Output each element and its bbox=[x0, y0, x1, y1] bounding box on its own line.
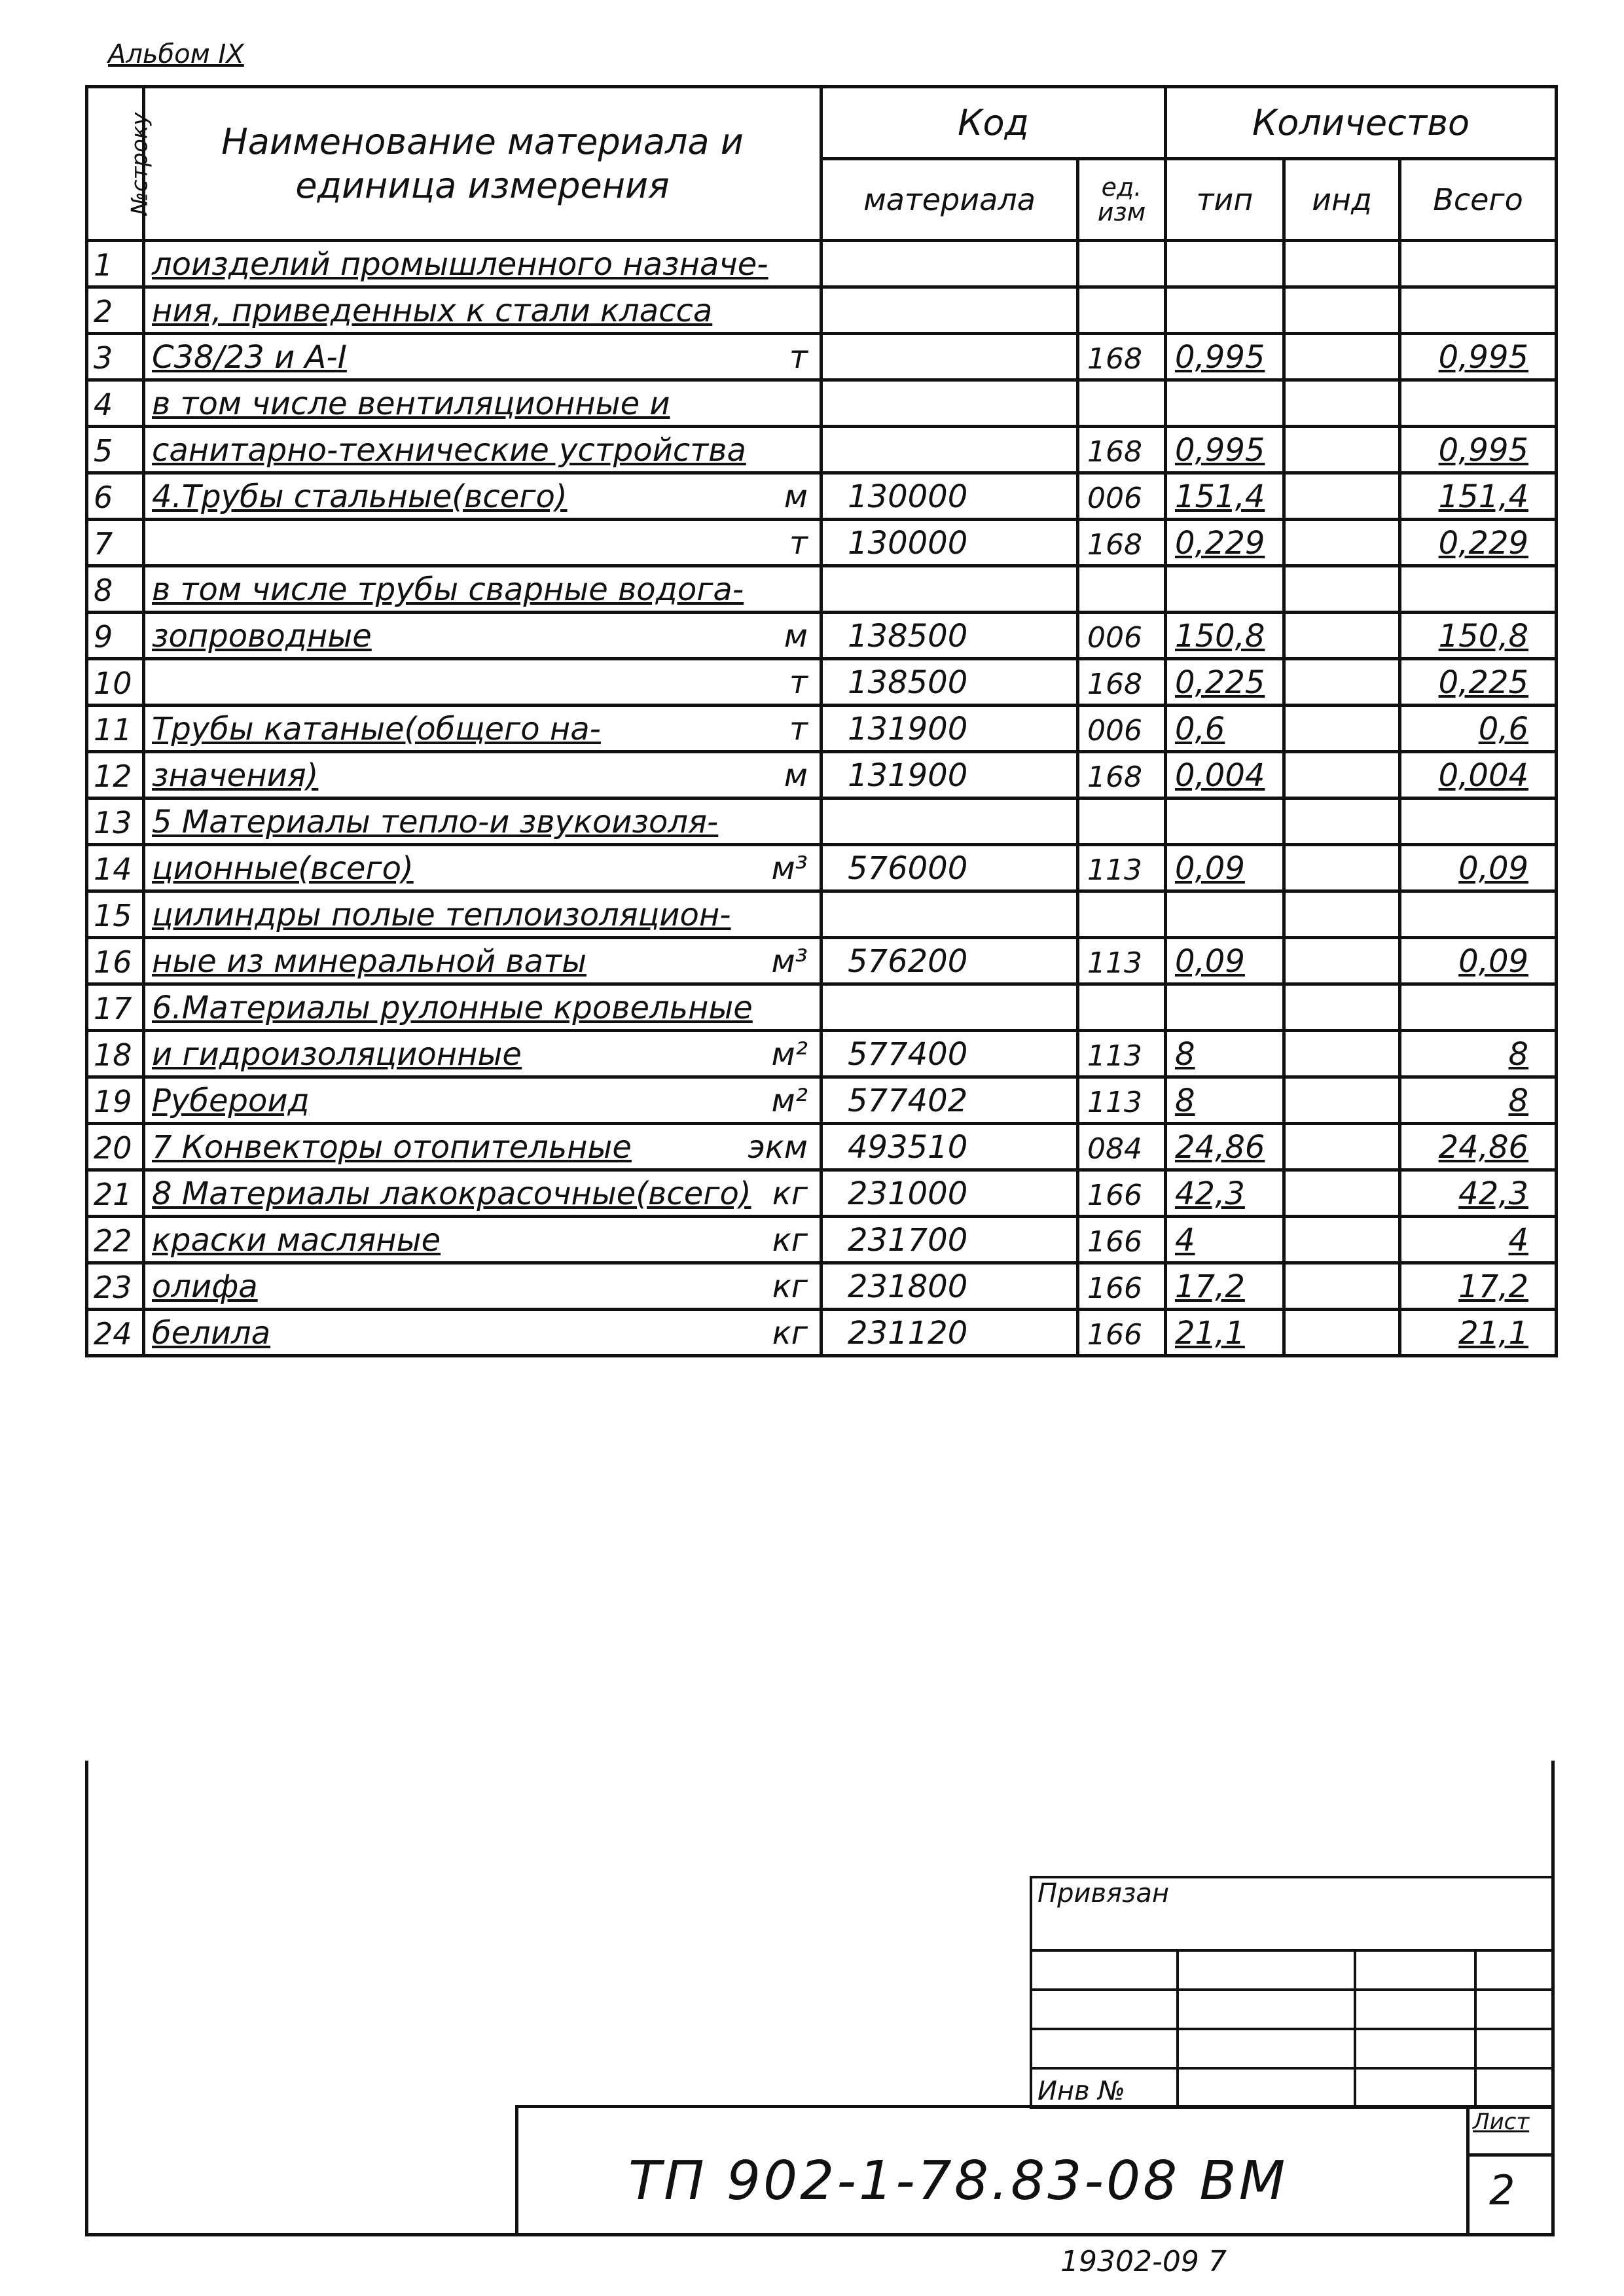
qty-total: 21,1 bbox=[1400, 1310, 1557, 1356]
material-name bbox=[144, 891, 821, 938]
qty-total: 8 bbox=[1400, 1077, 1557, 1124]
qty-ind bbox=[1284, 752, 1400, 798]
qty-type: 0,09 bbox=[1166, 938, 1284, 984]
row-number: 12 bbox=[87, 752, 144, 798]
qty-type: 4 bbox=[1166, 1217, 1284, 1263]
qty-type: 0,995 bbox=[1166, 427, 1284, 473]
qty-ind bbox=[1284, 1031, 1400, 1077]
qty-type: 8 bbox=[1166, 1077, 1284, 1124]
unit-code: 113 bbox=[1078, 1031, 1166, 1077]
qty-type: 0,995 bbox=[1166, 334, 1284, 380]
material-name bbox=[144, 380, 821, 427]
table-row bbox=[87, 845, 1557, 891]
qty-ind bbox=[1284, 798, 1400, 845]
unit-code bbox=[1078, 984, 1166, 1031]
material-code bbox=[821, 380, 1078, 427]
material-name-text: Рубероид bbox=[152, 1083, 310, 1119]
material-name-text: ные из минеральной ваты bbox=[152, 943, 586, 980]
unit-code: 113 bbox=[1078, 1077, 1166, 1124]
material-name-text: в том числе вентиляционные и bbox=[152, 386, 670, 422]
qty-total: 0,225 bbox=[1400, 659, 1557, 706]
qty-total bbox=[1400, 798, 1557, 845]
unit-of-measure: м² bbox=[771, 1036, 808, 1073]
qty-ind bbox=[1284, 891, 1400, 938]
materials-table bbox=[85, 85, 1558, 1357]
qty-ind bbox=[1284, 473, 1400, 520]
qty-ind bbox=[1284, 938, 1400, 984]
material-name bbox=[144, 334, 821, 380]
qty-ind bbox=[1284, 613, 1400, 659]
table-row bbox=[87, 1310, 1557, 1356]
table-row bbox=[87, 473, 1557, 520]
material-name bbox=[144, 938, 821, 984]
material-name-header: Наименование материала и единица измерения bbox=[144, 87, 821, 241]
qty-total: 0,004 bbox=[1400, 752, 1557, 798]
table-row bbox=[87, 1217, 1557, 1263]
row-number: 7 bbox=[87, 520, 144, 566]
material-name bbox=[144, 706, 821, 752]
unit-code: 084 bbox=[1078, 1124, 1166, 1170]
material-name-text: краски масляные bbox=[152, 1222, 441, 1259]
table-row bbox=[87, 241, 1557, 287]
unit-of-measure: кг bbox=[772, 1315, 808, 1352]
material-code: 576200 bbox=[821, 938, 1078, 984]
qty-total: 150,8 bbox=[1400, 613, 1557, 659]
table-row bbox=[87, 798, 1557, 845]
qty-type bbox=[1166, 798, 1284, 845]
material-name-text: 7 Конвекторы отопительные bbox=[152, 1129, 632, 1166]
qty-type: 0,229 bbox=[1166, 520, 1284, 566]
material-name bbox=[144, 659, 821, 706]
table-row bbox=[87, 520, 1557, 566]
qty-type: 17,2 bbox=[1166, 1263, 1284, 1310]
row-number: 5 bbox=[87, 427, 144, 473]
unit-code: 166 bbox=[1078, 1263, 1166, 1310]
material-code: 576000 bbox=[821, 845, 1078, 891]
qty-total: 0,229 bbox=[1400, 520, 1557, 566]
unit-of-measure: кг bbox=[772, 1175, 808, 1212]
unit-of-measure: кг bbox=[772, 1268, 808, 1305]
qty-total: 151,4 bbox=[1400, 473, 1557, 520]
unit-code bbox=[1078, 380, 1166, 427]
material-code: 138500 bbox=[821, 659, 1078, 706]
material-name bbox=[144, 566, 821, 613]
material-name-text: санитарно-технические устройства bbox=[152, 432, 746, 469]
unit-code: 168 bbox=[1078, 427, 1166, 473]
unit-code: 006 bbox=[1078, 473, 1166, 520]
table-row bbox=[87, 706, 1557, 752]
material-code bbox=[821, 427, 1078, 473]
table-row bbox=[87, 380, 1557, 427]
qty-type: 21,1 bbox=[1166, 1310, 1284, 1356]
qty-total bbox=[1400, 287, 1557, 334]
qty-total: 8 bbox=[1400, 1031, 1557, 1077]
material-name bbox=[144, 984, 821, 1031]
material-name-text: ционные(всего) bbox=[152, 850, 414, 887]
qty-total bbox=[1400, 984, 1557, 1031]
material-name-text: и гидроизоляционные bbox=[152, 1036, 522, 1073]
qty-ind bbox=[1284, 1263, 1400, 1310]
table-row bbox=[87, 613, 1557, 659]
row-number: 17 bbox=[87, 984, 144, 1031]
qty-type: 24,86 bbox=[1166, 1124, 1284, 1170]
row-number-header: №строку bbox=[87, 87, 144, 241]
qty-ind bbox=[1284, 1077, 1400, 1124]
qty-type bbox=[1166, 380, 1284, 427]
material-name bbox=[144, 1077, 821, 1124]
qty-ind bbox=[1284, 1124, 1400, 1170]
table-row bbox=[87, 1263, 1557, 1310]
qty-total: 0,09 bbox=[1400, 845, 1557, 891]
material-name-text: Трубы катаные(общего на- bbox=[152, 711, 601, 747]
qty-ind bbox=[1284, 287, 1400, 334]
table-row bbox=[87, 659, 1557, 706]
row-number: 6 bbox=[87, 473, 144, 520]
material-code: 130000 bbox=[821, 473, 1078, 520]
code-unit-header: ед. изм bbox=[1078, 159, 1166, 241]
qty-total: 4 bbox=[1400, 1217, 1557, 1263]
qty-total bbox=[1400, 891, 1557, 938]
unit-code: 168 bbox=[1078, 334, 1166, 380]
qty-total: 0,09 bbox=[1400, 938, 1557, 984]
material-code: 131900 bbox=[821, 752, 1078, 798]
unit-of-measure: т bbox=[789, 339, 808, 376]
material-code bbox=[821, 566, 1078, 613]
row-number: 9 bbox=[87, 613, 144, 659]
material-name bbox=[144, 241, 821, 287]
unit-code: 166 bbox=[1078, 1170, 1166, 1217]
material-name-text: 8 Материалы лакокрасочные(всего) bbox=[152, 1175, 751, 1212]
unit-code bbox=[1078, 287, 1166, 334]
material-code: 130000 bbox=[821, 520, 1078, 566]
document-code: ТП 902-1-78.83-08 ВМ bbox=[628, 2150, 1288, 2212]
material-name bbox=[144, 613, 821, 659]
material-code: 231000 bbox=[821, 1170, 1078, 1217]
material-name-text: лоизделий промышленного назначе- bbox=[152, 246, 768, 283]
material-code: 131900 bbox=[821, 706, 1078, 752]
material-name bbox=[144, 1217, 821, 1263]
unit-code: 006 bbox=[1078, 706, 1166, 752]
table-row bbox=[87, 287, 1557, 334]
code-material-header: материала bbox=[821, 159, 1078, 241]
qty-total bbox=[1400, 380, 1557, 427]
qty-ind bbox=[1284, 984, 1400, 1031]
unit-of-measure: м bbox=[784, 478, 808, 515]
row-number: 21 bbox=[87, 1170, 144, 1217]
table-row bbox=[87, 1077, 1557, 1124]
unit-code bbox=[1078, 891, 1166, 938]
material-name bbox=[144, 1031, 821, 1077]
material-code: 493510 bbox=[821, 1124, 1078, 1170]
qty-total: 42,3 bbox=[1400, 1170, 1557, 1217]
material-code bbox=[821, 287, 1078, 334]
qty-ind bbox=[1284, 520, 1400, 566]
row-number: 13 bbox=[87, 798, 144, 845]
row-number: 14 bbox=[87, 845, 144, 891]
material-code: 138500 bbox=[821, 613, 1078, 659]
unit-of-measure: м bbox=[784, 618, 808, 655]
material-name-text: белила bbox=[152, 1315, 271, 1352]
unit-code bbox=[1078, 566, 1166, 613]
material-name bbox=[144, 845, 821, 891]
code-group-header: Код bbox=[821, 87, 1166, 159]
privyazan-label: Привязан bbox=[1031, 1877, 1553, 1950]
archive-number: 19302-09 7 bbox=[1060, 2245, 1227, 2278]
qty-total: 24,86 bbox=[1400, 1124, 1557, 1170]
qty-ind bbox=[1284, 380, 1400, 427]
unit-of-measure: м bbox=[784, 757, 808, 794]
table-row bbox=[87, 891, 1557, 938]
unit-code: 168 bbox=[1078, 659, 1166, 706]
album-label: Альбом IX bbox=[108, 39, 244, 69]
row-number: 19 bbox=[87, 1077, 144, 1124]
qty-type bbox=[1166, 287, 1284, 334]
row-number: 18 bbox=[87, 1031, 144, 1077]
unit-of-measure: м³ bbox=[771, 850, 808, 887]
unit-code: 168 bbox=[1078, 520, 1166, 566]
row-number: 10 bbox=[87, 659, 144, 706]
material-name bbox=[144, 1310, 821, 1356]
unit-code: 166 bbox=[1078, 1217, 1166, 1263]
material-name-text: цилиндры полые теплоизоляцион- bbox=[152, 897, 731, 933]
material-name bbox=[144, 752, 821, 798]
qty-ind bbox=[1284, 1170, 1400, 1217]
qty-total-header: Всего bbox=[1400, 159, 1557, 241]
material-name bbox=[144, 1170, 821, 1217]
qty-total: 0,995 bbox=[1400, 334, 1557, 380]
row-number: 1 bbox=[87, 241, 144, 287]
qty-ind bbox=[1284, 334, 1400, 380]
table-row bbox=[87, 938, 1557, 984]
unit-code: 166 bbox=[1078, 1310, 1166, 1356]
material-code bbox=[821, 241, 1078, 287]
material-name-text: зопроводные bbox=[152, 618, 372, 655]
table-row bbox=[87, 984, 1557, 1031]
unit-of-measure: экм bbox=[748, 1129, 808, 1166]
material-code bbox=[821, 334, 1078, 380]
quantity-group-header: Количество bbox=[1166, 87, 1557, 159]
qty-ind bbox=[1284, 1310, 1400, 1356]
material-name bbox=[144, 798, 821, 845]
qty-type: 0,09 bbox=[1166, 845, 1284, 891]
qty-ind bbox=[1284, 845, 1400, 891]
qty-type: 0,6 bbox=[1166, 706, 1284, 752]
qty-type bbox=[1166, 241, 1284, 287]
qty-type bbox=[1166, 984, 1284, 1031]
material-name bbox=[144, 427, 821, 473]
qty-type: 151,4 bbox=[1166, 473, 1284, 520]
qty-total: 17,2 bbox=[1400, 1263, 1557, 1310]
row-number: 11 bbox=[87, 706, 144, 752]
material-code bbox=[821, 984, 1078, 1031]
qty-type: 0,225 bbox=[1166, 659, 1284, 706]
unit-of-measure: т bbox=[789, 711, 808, 747]
table-row bbox=[87, 1170, 1557, 1217]
table-row bbox=[87, 566, 1557, 613]
row-number: 24 bbox=[87, 1310, 144, 1356]
qty-type: 0,004 bbox=[1166, 752, 1284, 798]
material-name-text: С38/23 и А-I bbox=[152, 339, 347, 376]
table-row bbox=[87, 334, 1557, 380]
unit-of-measure: т bbox=[789, 525, 808, 562]
qty-type: 42,3 bbox=[1166, 1170, 1284, 1217]
table-row bbox=[87, 752, 1557, 798]
unit-of-measure: т bbox=[789, 664, 808, 701]
material-code: 577402 bbox=[821, 1077, 1078, 1124]
row-number: 23 bbox=[87, 1263, 144, 1310]
material-name-text: значения) bbox=[152, 757, 319, 794]
material-code bbox=[821, 891, 1078, 938]
qty-ind bbox=[1284, 427, 1400, 473]
material-name bbox=[144, 287, 821, 334]
qty-ind bbox=[1284, 706, 1400, 752]
material-code: 231120 bbox=[821, 1310, 1078, 1356]
qty-type: 150,8 bbox=[1166, 613, 1284, 659]
qty-ind bbox=[1284, 1217, 1400, 1263]
unit-code: 168 bbox=[1078, 752, 1166, 798]
unit-code: 113 bbox=[1078, 938, 1166, 984]
material-name bbox=[144, 1124, 821, 1170]
unit-code: 006 bbox=[1078, 613, 1166, 659]
material-code bbox=[821, 798, 1078, 845]
table-row bbox=[87, 1031, 1557, 1077]
material-name bbox=[144, 520, 821, 566]
material-name-text: 5 Материалы тепло-и звукоизоля- bbox=[152, 804, 719, 840]
row-number: 20 bbox=[87, 1124, 144, 1170]
sheet-number: 2 bbox=[1489, 2166, 1515, 2214]
sheet-label: Лист bbox=[1473, 2109, 1530, 2135]
qty-ind bbox=[1284, 659, 1400, 706]
unit-of-measure: кг bbox=[772, 1222, 808, 1259]
qty-total bbox=[1400, 241, 1557, 287]
material-name bbox=[144, 473, 821, 520]
row-number: 3 bbox=[87, 334, 144, 380]
material-code: 231700 bbox=[821, 1217, 1078, 1263]
qty-total: 0,995 bbox=[1400, 427, 1557, 473]
sheet-divider bbox=[1466, 2153, 1555, 2157]
row-number: 16 bbox=[87, 938, 144, 984]
material-code: 231800 bbox=[821, 1263, 1078, 1310]
row-number: 4 bbox=[87, 380, 144, 427]
approval-stamp bbox=[1030, 1876, 1555, 2106]
inventory-number-label: Инв № bbox=[1031, 2068, 1178, 2108]
unit-code: 113 bbox=[1078, 845, 1166, 891]
material-name-text: олифа bbox=[152, 1268, 258, 1305]
unit-code bbox=[1078, 241, 1166, 287]
material-name-text: 4.Трубы стальные(всего) bbox=[152, 478, 568, 515]
row-number: 22 bbox=[87, 1217, 144, 1263]
qty-type-header: тип bbox=[1166, 159, 1284, 241]
row-number: 15 bbox=[87, 891, 144, 938]
unit-of-measure: м³ bbox=[771, 943, 808, 980]
table-row bbox=[87, 1124, 1557, 1170]
qty-type bbox=[1166, 566, 1284, 613]
material-code: 577400 bbox=[821, 1031, 1078, 1077]
qty-ind-header: инд bbox=[1284, 159, 1400, 241]
qty-total bbox=[1400, 566, 1557, 613]
qty-ind bbox=[1284, 566, 1400, 613]
table-row bbox=[87, 427, 1557, 473]
qty-type bbox=[1166, 891, 1284, 938]
material-name-text: ния, приведенных к стали класса bbox=[152, 293, 713, 329]
row-number: 2 bbox=[87, 287, 144, 334]
material-name bbox=[144, 1263, 821, 1310]
qty-total: 0,6 bbox=[1400, 706, 1557, 752]
qty-ind bbox=[1284, 241, 1400, 287]
unit-code bbox=[1078, 798, 1166, 845]
material-name-text: в том числе трубы сварные водога- bbox=[152, 571, 744, 608]
row-number: 8 bbox=[87, 566, 144, 613]
qty-type: 8 bbox=[1166, 1031, 1284, 1077]
unit-of-measure: м² bbox=[771, 1083, 808, 1119]
material-name-text: 6.Материалы рулонные кровельные bbox=[152, 990, 753, 1026]
